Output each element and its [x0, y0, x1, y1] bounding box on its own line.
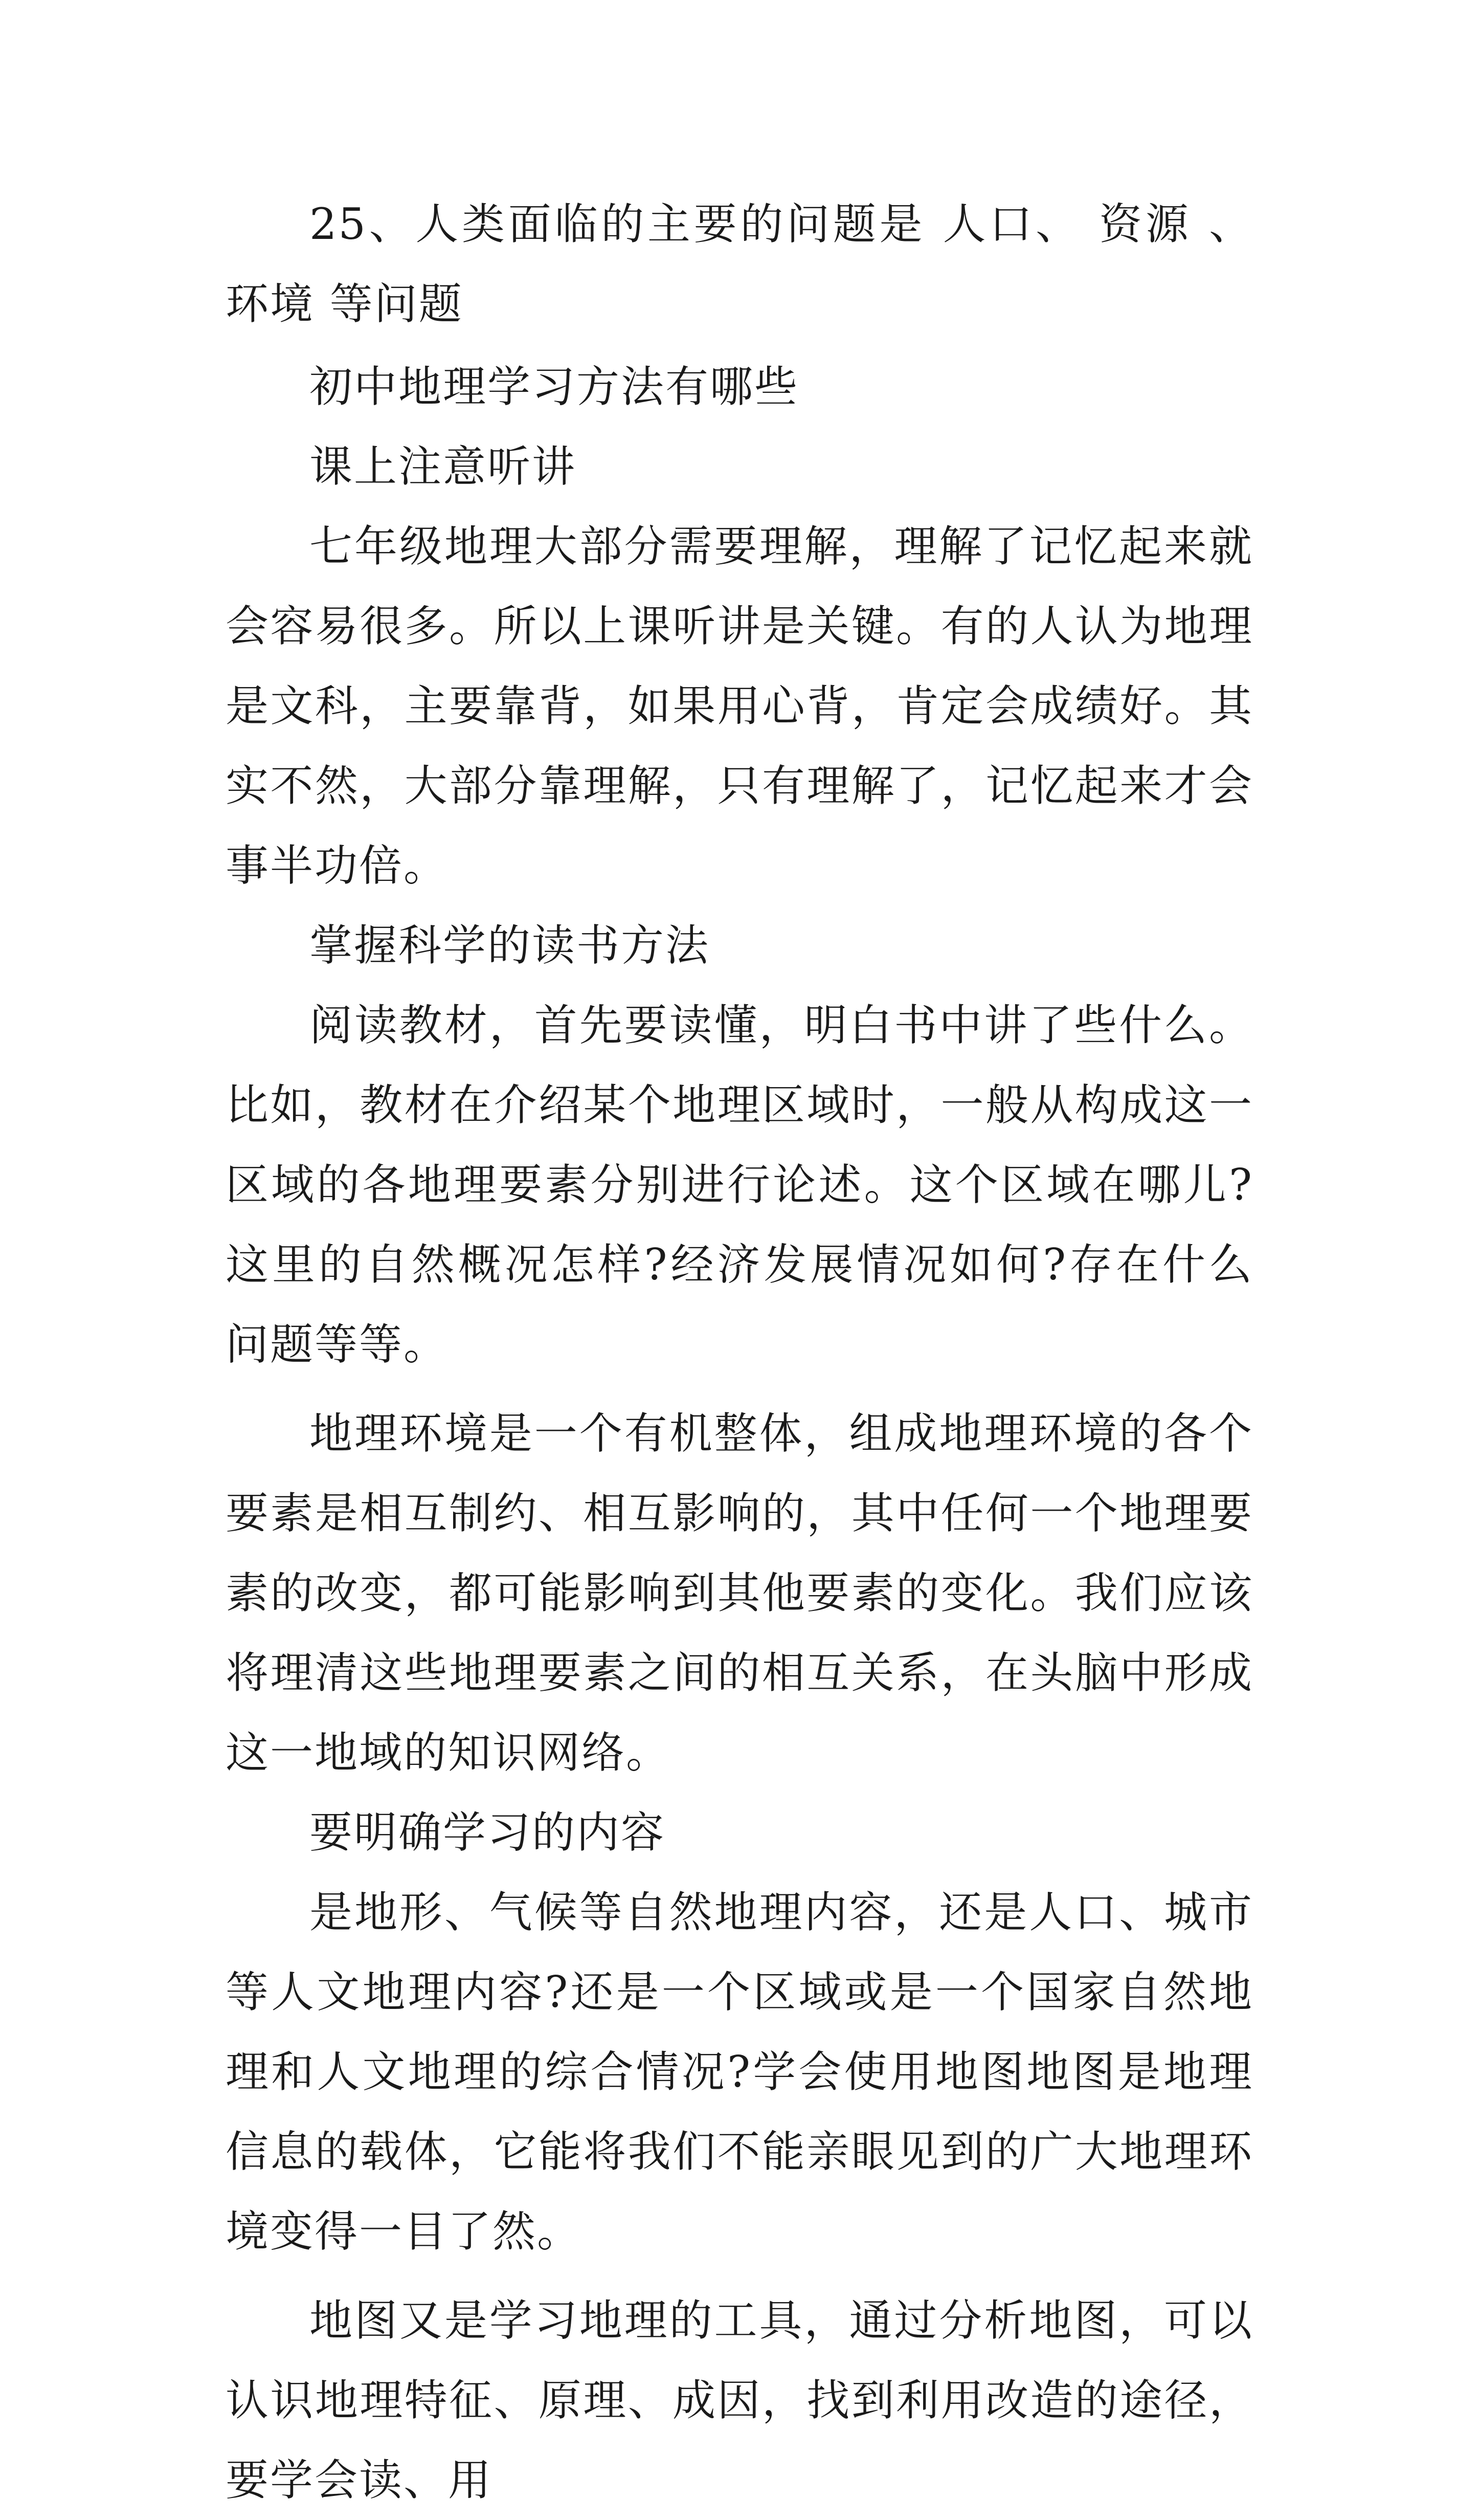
document-body — [226, 184, 1253, 2520]
paragraph-human-problems: 25、人类面临的主要的问题是 人口、 资源 、环境 等问题 — [226, 199, 1253, 329]
paragraph-maps-as-tools: 地图又是学习地理的工具，通过分析地图，可以认识地理特征、原理、成因，找到利用改造的途径，要学会读、用 — [226, 2295, 1253, 2505]
heading-reading-method: 掌握科学的读书方法 — [309, 920, 710, 970]
paragraph-understanding: 七年级地理大部分需要理解，理解了记忆起来就会容易很多。所以上课听讲是关键。有的人认为地理是文科，主要靠背，如果用心背，肯定会成绩好。其实不然，大部分靠理解，只有理解了，记忆起来才会事半功倍。 — [226, 521, 1253, 891]
heading-listen-in-class: 课上注意听讲 — [309, 441, 577, 492]
paragraph-reading-textbook: 阅读教材，首先要读懂，明白书中讲了些什么。比如，教材在介绍某个地理区域时，一般从构成这一区域的各地理要素分别进行论述。这个区域在哪儿?这里的自然概况怎样?经济发展情况如何?存在什么问题等等。 — [226, 1000, 1253, 1369]
heading-study-methods: 初中地理学习方法有哪些 — [309, 362, 799, 412]
paragraph-content-types: 是地形、气候等自然地理内容，还是人口、城市等人文地理内容?还是一个区域或是一个国家自然地理和人文地理的综合情况?学会使用地图地图是地理信息的载体，它能将我们不能亲眼见到的广大地理环境变得一目了然。 — [226, 1887, 1253, 2257]
paragraph-geo-environment: 地理环境是一个有机整体，组成地理环境的各个要素是相互制约、相互影响的，其中任何一个地理要素的改变，都可能影响到其他要素的变化。我们应该将理清这些地理要素之间的相互关系，在头脑中形成这一地域的知识网络。 — [226, 1408, 1253, 1778]
heading-learning-content: 要明确学习的内容 — [309, 1807, 666, 1858]
